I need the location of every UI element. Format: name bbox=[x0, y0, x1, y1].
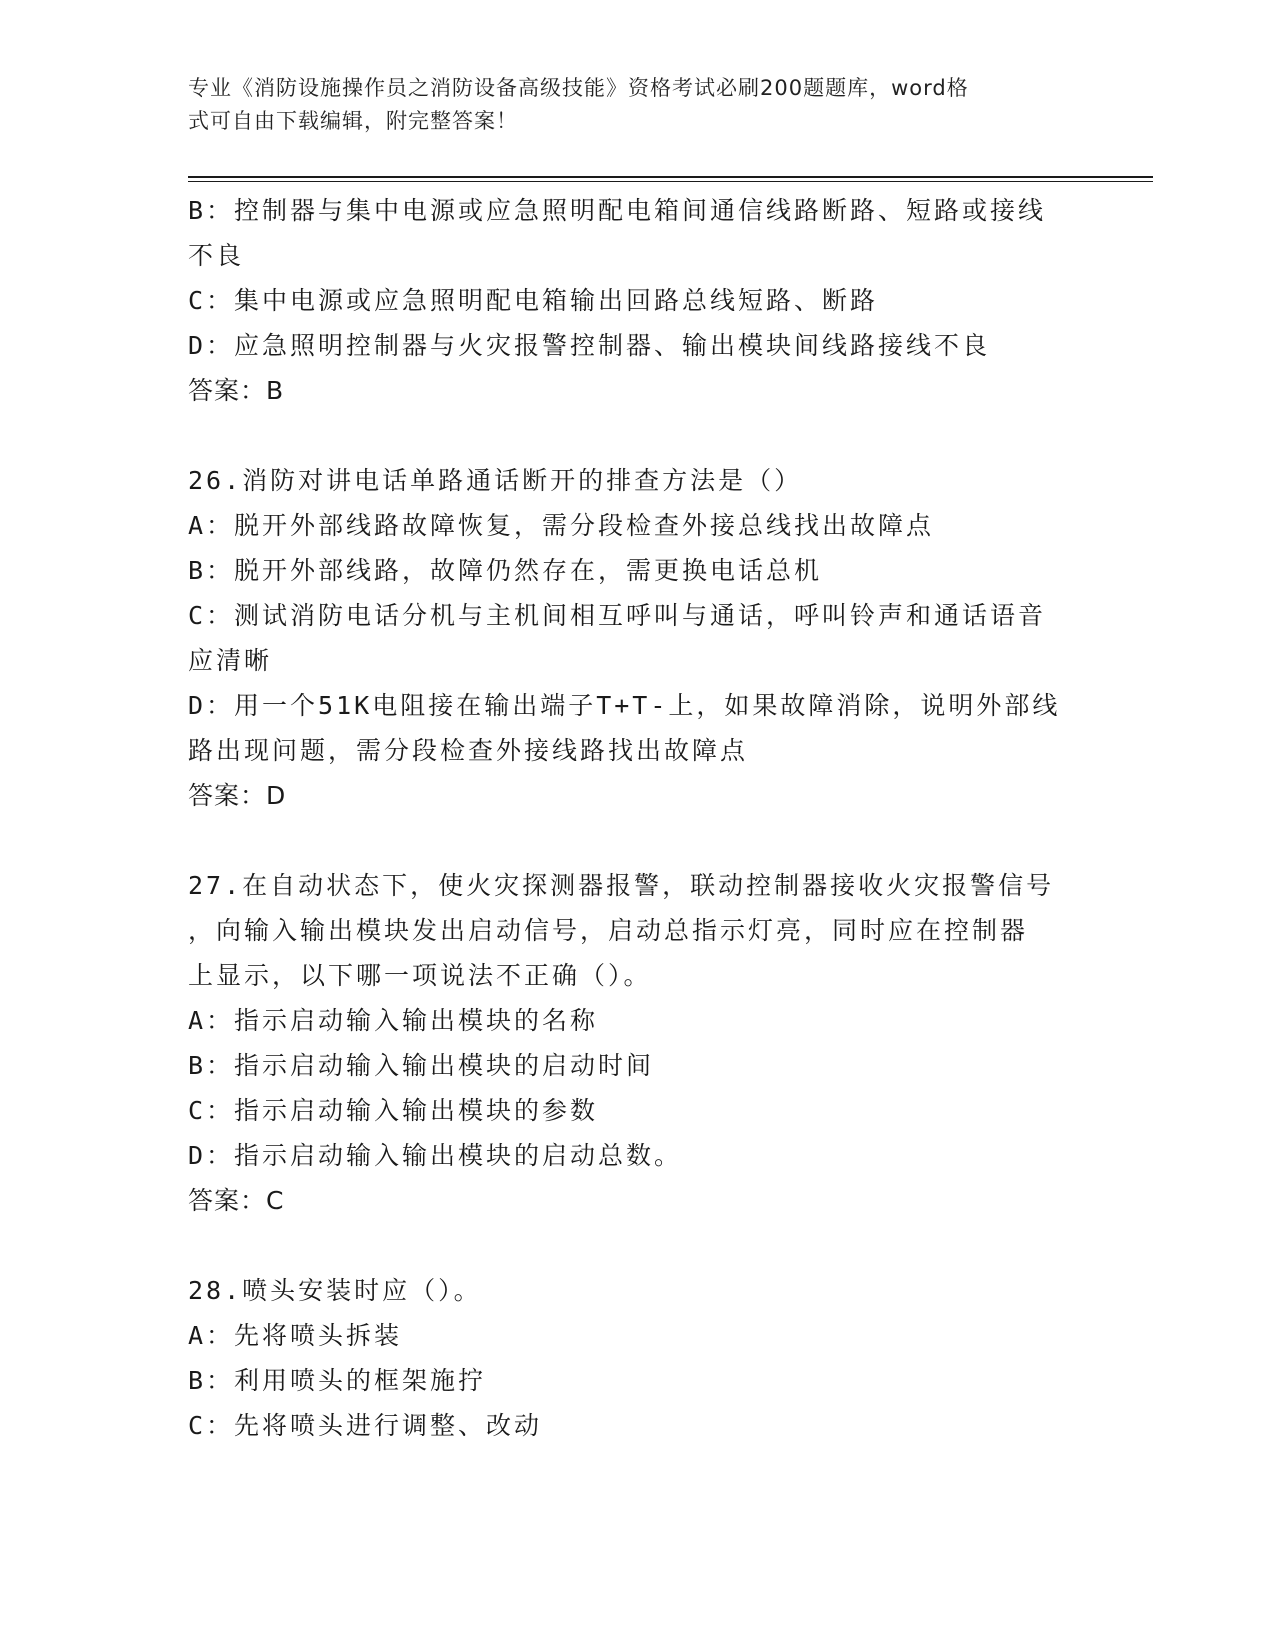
option-d: D：应急照明控制器与火灾报警控制器、输出模块间线路接线不良 bbox=[188, 331, 991, 360]
question-content bbox=[188, 188, 1088, 1448]
option-c: C：指示启动输入输出模块的参数 bbox=[188, 1096, 599, 1125]
question-26 bbox=[188, 458, 1088, 818]
question-stem: 26.消防对讲电话单路通话断开的排查方法是（） bbox=[188, 466, 803, 495]
option-d: D：指示启动输入输出模块的启动总数。 bbox=[188, 1141, 683, 1170]
question-stem: 28.喷头安装时应（）。 bbox=[188, 1276, 482, 1305]
header-line-1: 专业《消防设施操作员之消防设备高级技能》资格考试必刷200题题库，word格 bbox=[188, 76, 969, 100]
question-spacer bbox=[188, 1223, 1088, 1268]
question-spacer bbox=[188, 413, 1088, 458]
header-rule-thin bbox=[188, 181, 1153, 182]
question-28 bbox=[188, 1268, 1088, 1448]
option-d-line-1: D：用一个51K电阻接在输出端子T+T-上，如果故障消除，说明外部线 bbox=[188, 691, 1061, 720]
option-b: B：脱开外部线路，故障仍然存在，需更换电话总机 bbox=[188, 556, 823, 585]
option-b-line-1: B：控制器与集中电源或应急照明配电箱间通信线路断路、短路或接线 bbox=[188, 196, 1047, 225]
question-stem-line-2: ，向输入输出模块发出启动信号，启动总指示灯亮，同时应在控制器 bbox=[188, 916, 1029, 945]
option-b-line-2: 不良 bbox=[188, 241, 245, 270]
question-stem-line-1: 27.在自动状态下，使火灾探测器报警，联动控制器接收火灾报警信号 bbox=[188, 871, 1055, 900]
option-b: B：利用喷头的框架施拧 bbox=[188, 1366, 487, 1395]
option-c: C：先将喷头进行调整、改动 bbox=[188, 1411, 543, 1440]
question-27 bbox=[188, 863, 1088, 1223]
document-header bbox=[188, 72, 1068, 138]
question-spacer bbox=[188, 818, 1088, 863]
answer-label: 答案：B bbox=[188, 376, 285, 405]
option-a: A：脱开外部线路故障恢复，需分段检查外接总线找出故障点 bbox=[188, 511, 935, 540]
option-b: B：指示启动输入输出模块的启动时间 bbox=[188, 1051, 655, 1080]
question-stem-line-3: 上显示，以下哪一项说法不正确（）。 bbox=[188, 961, 652, 990]
header-rule-thick bbox=[188, 176, 1153, 178]
option-c-line-1: C：测试消防电话分机与主机间相互呼叫与通话，呼叫铃声和通话语音 bbox=[188, 601, 1047, 630]
option-c-line-2: 应清晰 bbox=[188, 646, 273, 675]
option-d-line-2: 路出现问题，需分段检查外接线路找出故障点 bbox=[188, 736, 749, 765]
option-a: A：指示启动输入输出模块的名称 bbox=[188, 1006, 599, 1035]
answer-label: 答案：C bbox=[188, 1186, 285, 1215]
option-a: A：先将喷头拆装 bbox=[188, 1321, 403, 1350]
option-c: C：集中电源或应急照明配电箱输出回路总线短路、断路 bbox=[188, 286, 879, 315]
question-25 bbox=[188, 188, 1088, 413]
header-line-2: 式可自由下载编辑，附完整答案！ bbox=[188, 109, 518, 133]
answer-label: 答案：D bbox=[188, 781, 287, 810]
